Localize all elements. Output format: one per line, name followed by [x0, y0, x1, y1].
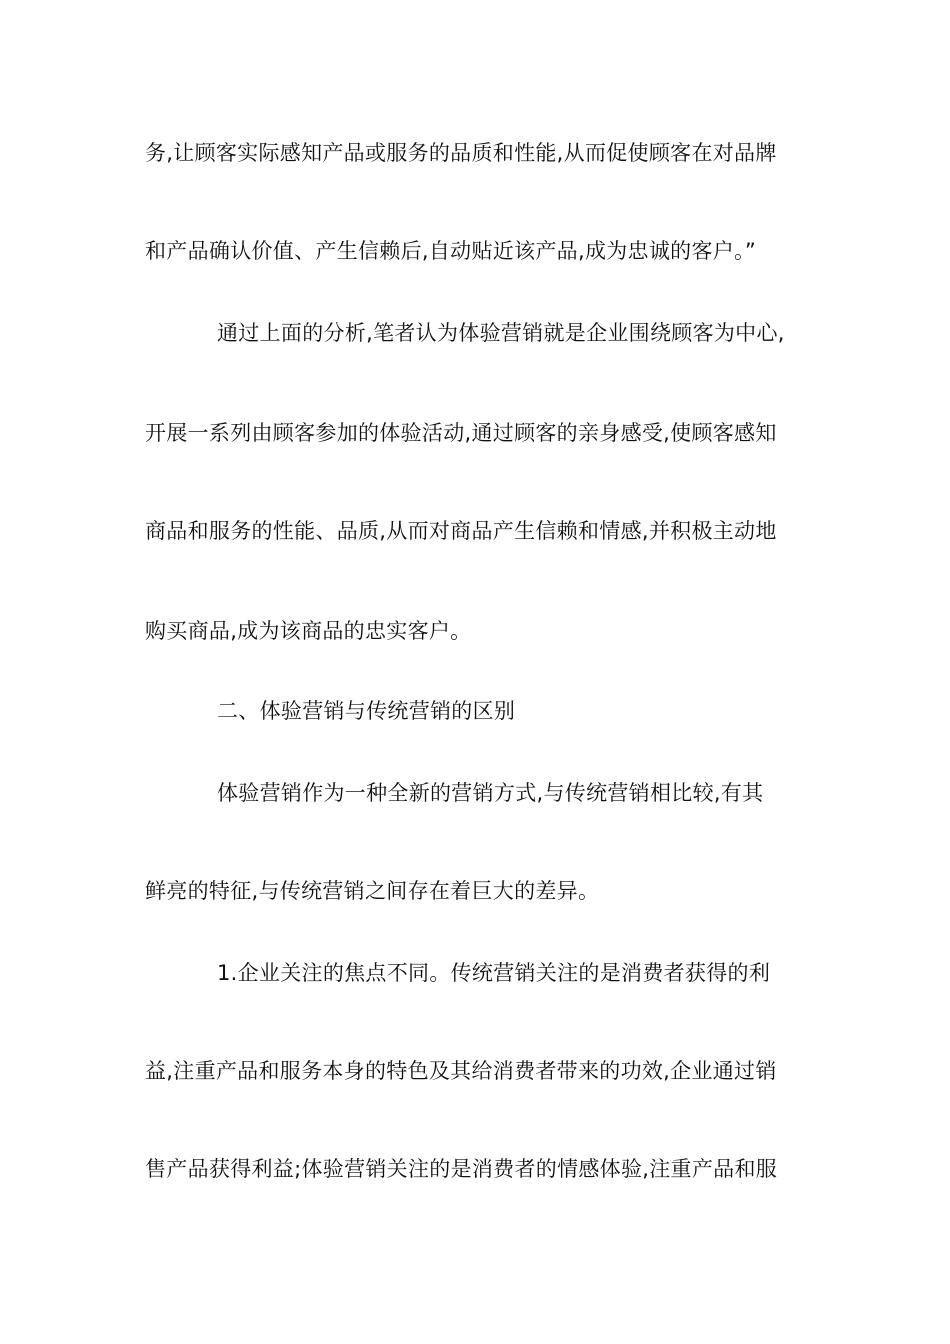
paragraph-line: 务,让顾客实际感知产品或服务的品质和性能,从而促使顾客在对品牌: [145, 141, 777, 165]
paragraph-line: 商品和服务的性能、品质,从而对商品产生信赖和情感,并积极主动地: [145, 519, 777, 543]
section-heading: 二、体验营销与传统营销的区别: [217, 699, 516, 723]
paragraph-line: 和产品确认价值、产生信赖后,自动贴近该产品,成为忠诚的客户。”: [145, 239, 757, 263]
paragraph-line: 体验营销作为一种全新的营销方式,与传统营销相比较,有其: [217, 781, 764, 805]
paragraph-line: 售产品获得利益;体验营销关注的是消费者的情感体验,注重产品和服: [145, 1157, 778, 1181]
paragraph-line: 购买商品,成为该商品的忠实客户。: [145, 619, 472, 643]
paragraph-line: 1.企业关注的焦点不同。传统营销关注的是消费者获得的利: [217, 961, 771, 985]
paragraph-line: 益,注重产品和服务本身的特色及其给消费者带来的功效,企业通过销: [145, 1059, 777, 1083]
paragraph-line: 开展一系列由顾客参加的体验活动,通过顾客的亲身感受,使顾客感知: [145, 421, 777, 445]
paragraph-line: 鲜亮的特征,与传统营销之间存在着巨大的差异。: [145, 879, 600, 903]
paragraph-line: 通过上面的分析,笔者认为体验营销就是企业围绕顾客为中心,: [217, 321, 785, 345]
